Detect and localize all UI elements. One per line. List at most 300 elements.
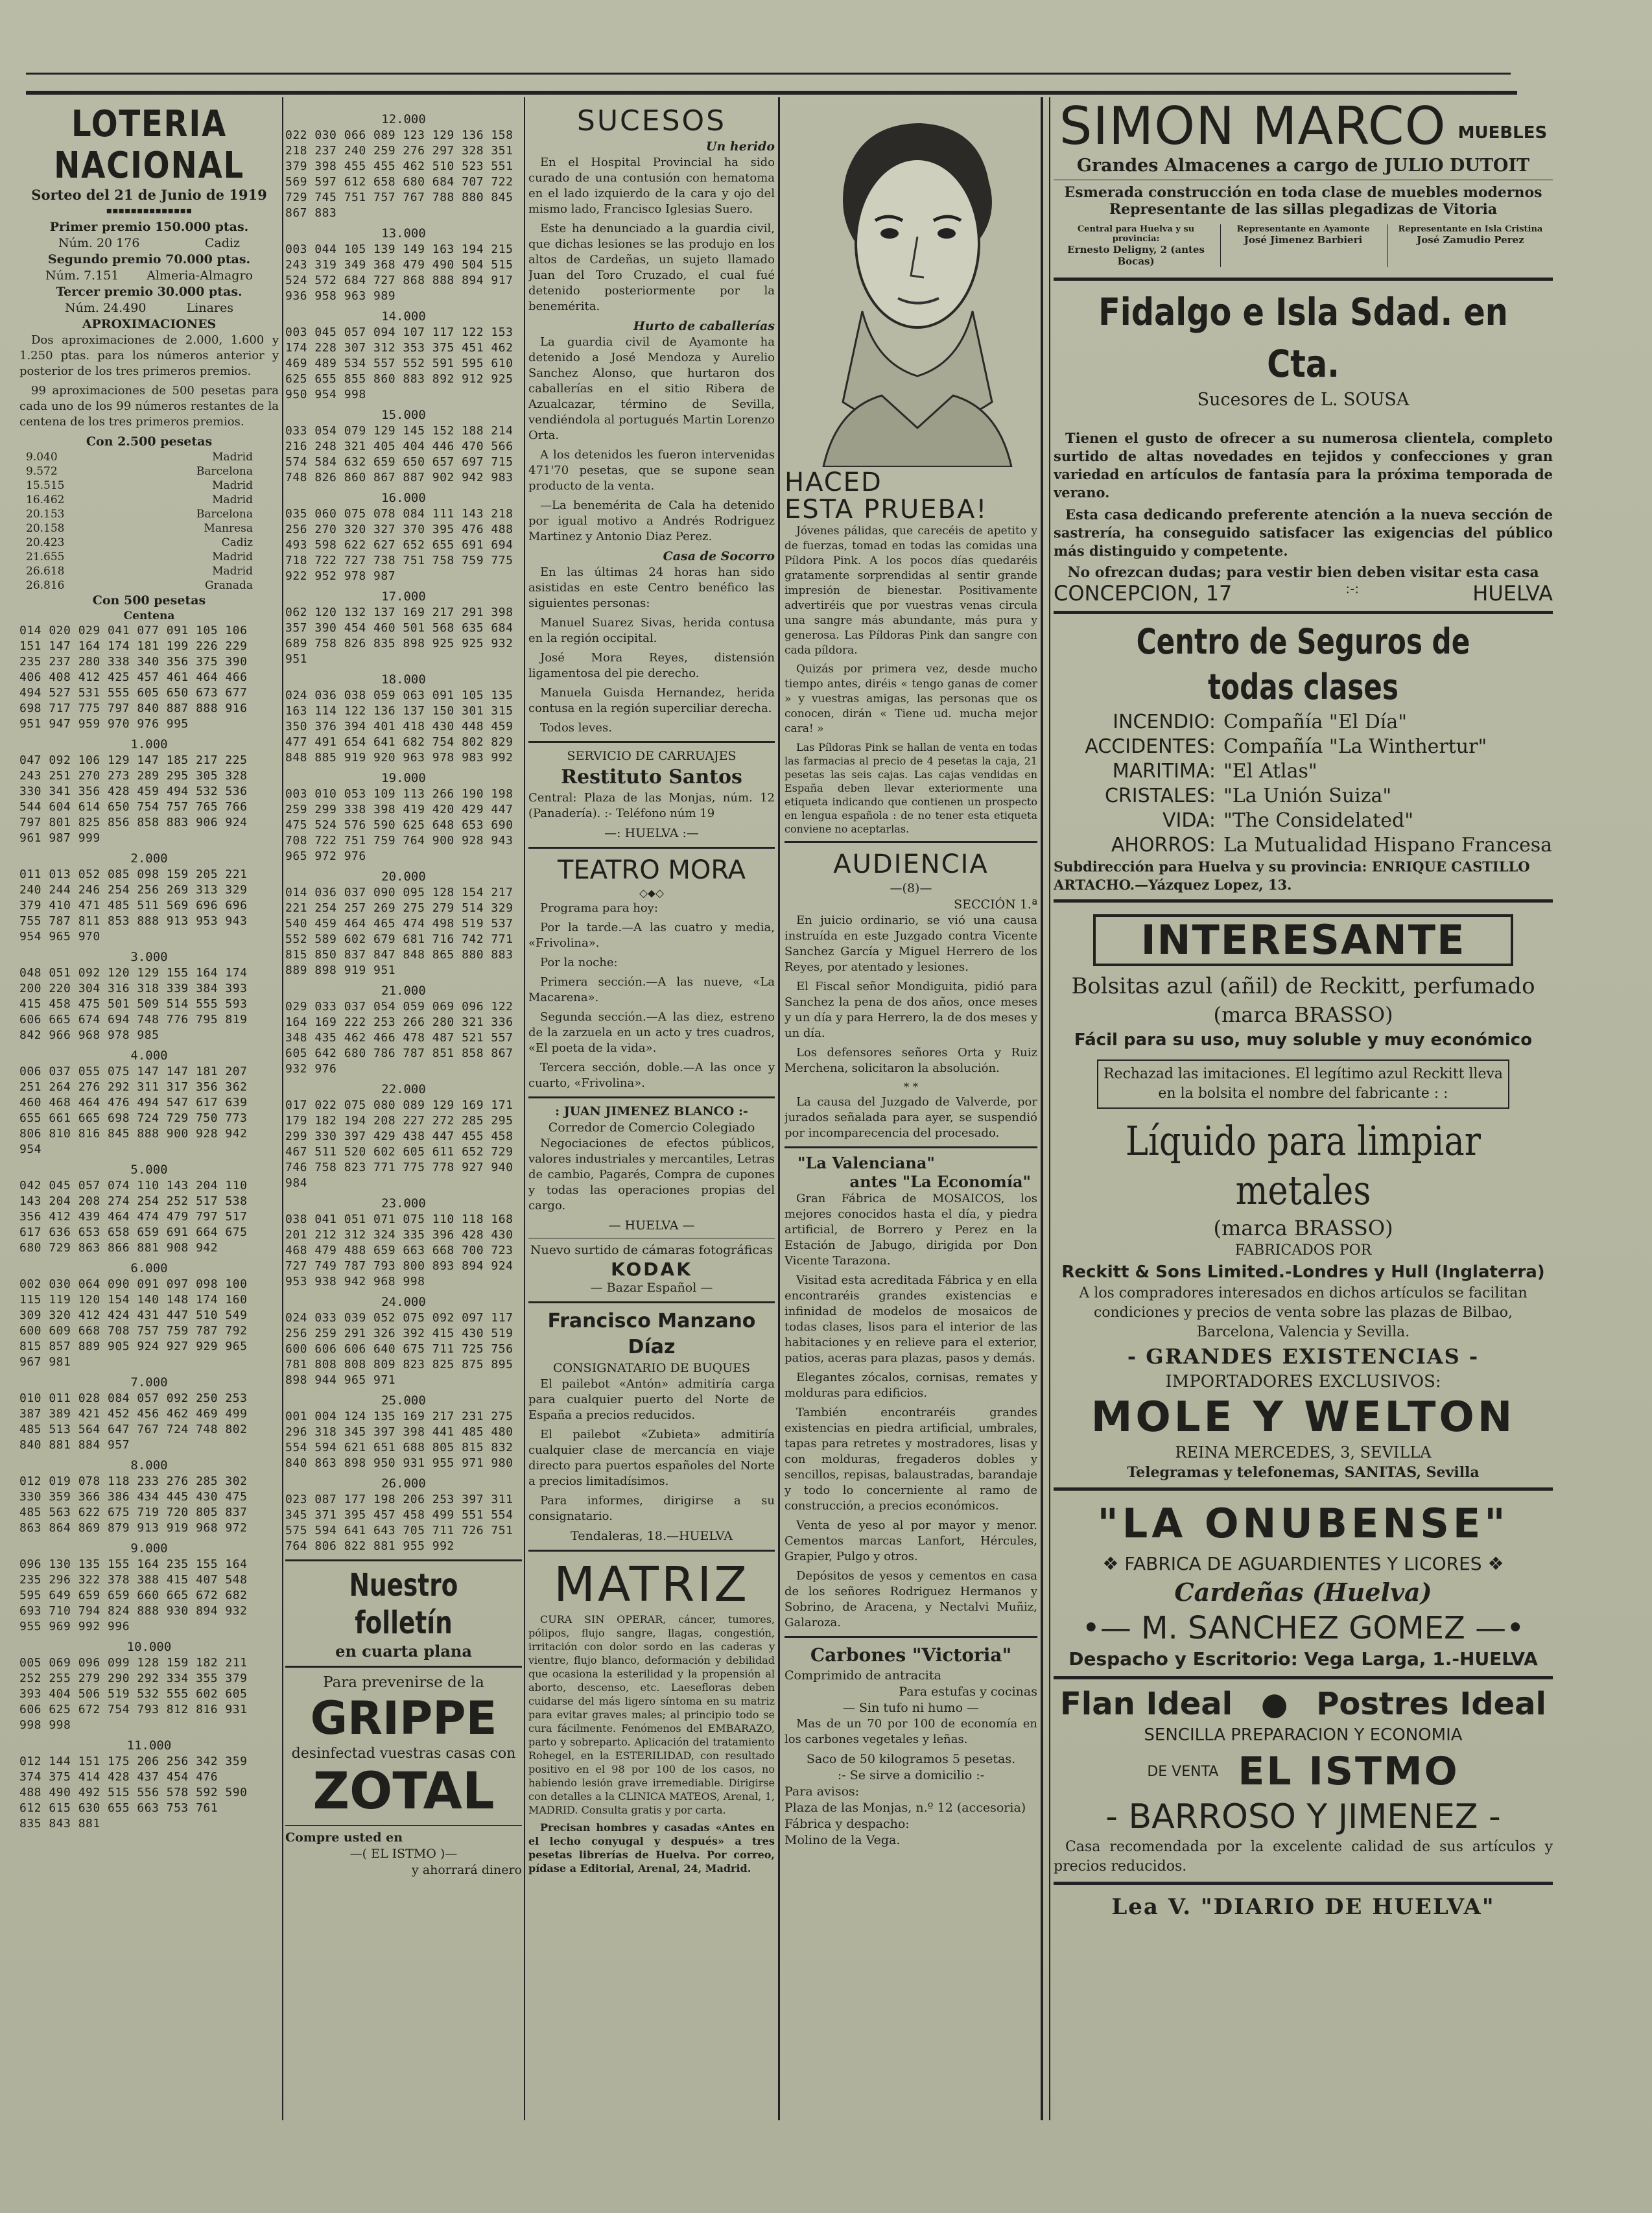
paragraph: Por la noche: [540, 956, 618, 969]
number-row: 953 938 942 968 998 [285, 1275, 425, 1288]
block-heading: 7.000 [130, 1375, 168, 1390]
number-row: 922 952 978 987 [285, 569, 396, 583]
winner-number: 9.040 [26, 451, 58, 464]
simon-marco-header [1054, 97, 1553, 156]
paragraph: Programa para hoy: [540, 901, 658, 915]
number-row: 330 359 366 386 434 445 430 475 [19, 1490, 248, 1504]
number-row: 216 248 321 405 404 446 470 566 [285, 440, 513, 453]
divider [528, 741, 775, 743]
number-row: 569 597 612 658 680 684 707 722 [285, 175, 513, 189]
matriz-body: CURA SIN OPERAR, cáncer, tumores, pólipos, flujo sangre, llagas, congestión, irritación con dolor sordo en las caderas y vientre, flujo blanco, deformación y debilidad que ocasiona la esterilidad y la propensión al aborto, descenso, etc. Laesefloras deben cuidarse del más ligero síntoma en su matriz para evitar graves males; al principio todo se cura fácilmente. Fenómenos del EMBARAZO, parto y sobreparto. Aplicación del tratamiento Rohegel, en la ESTERILIDAD, con resultado positivo en el 98 por 100 de los casos, no habiendo lesión grave irremediable. Dirigirse con detalles a la CLINICA MATEOS, Arenal, 1, MADRID. Consulta gratis y por carta. [528, 1613, 775, 1816]
block-heading: 10.000 [126, 1640, 172, 1654]
block-heading: 12.000 [381, 112, 426, 126]
winner-city: Granada [205, 579, 253, 592]
divider [528, 1096, 775, 1098]
paragraph: En el Hospital Provincial ha sido curado de una contusión con hematoma en el lado izquierdo de la cara y ojo del mismo lado, Francisco Iglesias Suero. [528, 156, 775, 216]
number-row: 017 022 075 080 089 129 169 171 [285, 1098, 513, 1112]
divider [285, 1825, 522, 1826]
divider [528, 1301, 775, 1303]
simon-line: Representante de las sillas plegadizas de Vitoria [1109, 201, 1498, 218]
onubense-line: Despacho y Escritorio: Vega Larga, 1.-HUELVA [1068, 1648, 1538, 1670]
number-row: 967 981 [19, 1355, 71, 1369]
winner-number: 21.655 [26, 550, 65, 563]
seguros-title: Centro de Seguros de todas clases [1136, 621, 1470, 707]
paragraph: José Mora Reyes, distensión ligamentosa del pie derecho. [528, 651, 775, 680]
rep-label: Representante en Ayamonte [1236, 224, 1370, 234]
carbones-line: Fábrica y despacho: [785, 1817, 910, 1831]
divider [1054, 1676, 1553, 1679]
simon-rep [1387, 224, 1553, 267]
winner-row [19, 550, 279, 564]
block-heading: 2.000 [130, 851, 168, 866]
number-row: 755 787 811 853 888 913 953 943 [19, 914, 248, 928]
winner-row [19, 521, 279, 536]
with-2500: Con 2.500 pesetas [86, 434, 213, 449]
teatro-title: TEATRO MORA [558, 855, 746, 885]
paragraph: Tercera sección, doble.—A las once y cuarto, «Frivolina». [528, 1061, 775, 1090]
reckitt-line: Reckitt & Sons Limited.-Londres y Hull (Inglaterra) [1061, 1262, 1545, 1282]
winner-row [19, 479, 279, 493]
seguro-company: La Mutualidad Hispano Francesa [1223, 834, 1553, 857]
number-row: 350 376 394 401 418 430 448 459 [285, 720, 513, 733]
number-row: 815 850 837 847 848 865 880 883 [285, 948, 513, 962]
winner-row [19, 564, 279, 578]
reckitt-line: Bolsitas azul (añil) de Reckitt, perfumado [1071, 973, 1535, 999]
zotal-grippe: GRIPPE [310, 1692, 497, 1745]
number-row: 898 944 965 971 [285, 1373, 396, 1387]
pink-headline-1: HACED [785, 467, 882, 497]
seguro-row [1080, 710, 1553, 735]
pink-paragraph: Jóvenes pálidas, que carecéis de apetito y de fuerzas, tomad en todas las comidas una Píldora Pink. A los pocos días quedaréis gratamente sorprendidas al sentir grande impresión de bienestar. Positivamente advertiréis que por vuestras venas circula una sangre más abundante, más pura y generosa. Las Píldoras Pink dan sangre con cada píldora. [785, 525, 1037, 657]
number-row: 406 408 412 425 457 461 464 466 [19, 670, 248, 684]
heading: Casa de Socorro [663, 549, 775, 563]
number-row: 698 717 775 797 840 887 888 916 [19, 702, 248, 715]
prize-1-city: Cadiz [204, 236, 240, 250]
seguro-row [1080, 784, 1553, 809]
carbones-line: :- Se sirve a domicilio :- [837, 1768, 985, 1782]
onubense-line-1: ❖ FABRICA DE AGUARDIENTES Y LICORES ❖ [1102, 1553, 1504, 1574]
winner-city: Madrid [212, 479, 253, 492]
column-rule [1049, 97, 1050, 2120]
flan-line: Casa recomendada por la excelente calidad de sus artículos y precios reducidos. [1054, 1839, 1553, 1875]
winner-row [19, 493, 279, 507]
block-heading: 18.000 [381, 672, 426, 687]
number-row: 251 264 276 292 311 317 356 362 [19, 1080, 248, 1094]
block-heading: 20.000 [381, 870, 426, 884]
number-row: 221 254 257 269 275 279 514 329 [285, 901, 513, 915]
number-row: 617 636 653 658 659 691 664 675 [19, 1225, 248, 1239]
number-row: 235 237 280 338 340 356 375 390 [19, 655, 248, 669]
divider [785, 1146, 1037, 1148]
block-heading: 24.000 [381, 1295, 426, 1309]
number-row: 655 661 665 698 724 729 750 773 [19, 1111, 248, 1125]
carbones-line: Para avisos: [785, 1784, 860, 1799]
number-row: 955 969 992 996 [19, 1620, 130, 1633]
column-rule [1041, 97, 1043, 2120]
number-row: 022 030 066 089 123 129 136 158 [285, 128, 513, 142]
seguro-row [1080, 735, 1553, 759]
el-istmo: EL ISTMO [1238, 1749, 1459, 1794]
number-row: 693 710 794 824 888 930 894 932 [19, 1604, 248, 1618]
block-heading: 8.000 [130, 1458, 168, 1473]
number-row: 806 810 816 845 888 900 928 942 [19, 1127, 248, 1141]
prize-1-number: Núm. 20 176 [58, 236, 140, 250]
rep-label: Central para Huelva y su provincia: [1077, 224, 1195, 244]
paragraph: Depósitos de yesos y cementos en casa de los señores Rodriguez Hermanos y Sobrino, de Aracena, y Nectalvi Muñiz, Galaroza. [785, 1569, 1037, 1629]
block-heading: 15.000 [381, 408, 426, 422]
block-heading: 3.000 [130, 950, 168, 964]
number-row: 460 468 464 476 494 547 617 639 [19, 1096, 248, 1109]
kodak-brand: KODAK [611, 1259, 692, 1280]
number-row: 029 033 037 054 059 069 096 122 [285, 1000, 513, 1013]
winner-number: 20.153 [26, 508, 65, 521]
fidalgo-street: CONCEPCION, 17 [1054, 581, 1233, 606]
number-row: 003 045 057 094 107 117 122 153 [285, 325, 513, 339]
number-row: 174 228 307 312 353 375 451 462 [285, 341, 513, 355]
ads-column [1054, 97, 1553, 1924]
jimenez-city: — HUELVA — [608, 1218, 695, 1233]
top-rule [26, 73, 1511, 75]
winner-city: Madrid [212, 565, 253, 578]
number-row: 954 [19, 1142, 42, 1156]
number-row: 415 458 475 501 509 514 555 593 [19, 997, 248, 1011]
number-row: 062 120 132 137 169 217 291 398 [285, 606, 513, 619]
number-row: 356 412 439 464 474 479 797 517 [19, 1210, 248, 1224]
fidalgo-address [1054, 581, 1553, 606]
rep-value: Ernesto Deligny, 2 (antes Bocas) [1067, 244, 1205, 267]
manzano-line: CONSIGNATARIO DE BUQUES [552, 1361, 751, 1375]
number-row: 600 606 606 640 675 711 725 756 [285, 1342, 513, 1356]
valenciana-subtitle: antes "La Economía" [849, 1172, 1031, 1191]
winner-row [19, 464, 279, 479]
seguro-type: AHORROS: [1111, 834, 1216, 857]
carruajes-city: —: HUELVA :— [604, 826, 699, 840]
number-row: 574 584 632 659 650 657 697 715 [285, 455, 513, 469]
number-row: 387 389 421 452 456 462 469 499 [19, 1407, 248, 1421]
seguros-list [1054, 710, 1553, 858]
block-heading: 9.000 [130, 1541, 168, 1556]
number-row: 309 320 412 424 431 447 510 549 [19, 1308, 248, 1322]
jimenez-name: : JUAN JIMENEZ BLANCO :- [555, 1104, 748, 1118]
number-row: 243 251 270 273 289 295 305 328 [19, 769, 248, 783]
prize-3-city: Linares [186, 301, 233, 315]
column-rule [524, 97, 525, 2120]
separator: ▪▪▪▪▪▪▪▪▪▪▪▪▪▪ [106, 206, 193, 216]
sucesos-column [528, 104, 775, 1879]
number-row: 477 491 654 641 682 754 802 829 [285, 735, 513, 749]
carbones-line: Para estufas y cocinas [899, 1685, 1037, 1699]
number-row: 848 885 919 920 963 978 983 992 [285, 751, 513, 764]
number-row: 259 299 338 398 419 420 429 447 [285, 803, 513, 816]
prize-2-number: Núm. 7.151 [45, 268, 119, 283]
number-row: 606 665 674 694 748 776 795 819 [19, 1013, 248, 1026]
paragraph: Este ha denunciado a la guardia civil, que dichas lesiones se las produjo en los altos de Cardeñas, un sujeto llamado Juan del Toro Cruzado, el cual fué detenido posteriormente por la benemérita. [528, 222, 775, 313]
number-row: 689 758 826 835 898 925 925 932 [285, 637, 513, 650]
paragraph: La guardia civil de Ayamonte ha detenido a José Mendoza y Aurelio Sanchez Alonso, que hurtaron dos caballerías en el sitio Ribera de Azualcazar, término de Sevilla, vendiéndola al portugués Martin Lorenzo Orta. [528, 335, 775, 442]
audiencia-number: —(8)— [890, 881, 932, 895]
paragraph: Elegantes zócalos, cornisas, remates y molduras para edificios. [785, 1371, 1037, 1400]
divider [285, 1666, 522, 1668]
audiencia-section: SECCIÓN 1.ª [954, 897, 1037, 912]
divider [785, 1636, 1037, 1638]
paragraph: —La benemérita de Cala ha detenido por igual motivo a Andrés Rodriguez Martinez y Antonio Diaz Perez. [528, 499, 775, 543]
number-row: 540 459 464 465 474 498 519 537 [285, 917, 513, 930]
matriz-title: MATRIZ [554, 1557, 749, 1613]
number-row: 252 255 279 290 292 334 355 379 [19, 1672, 248, 1685]
number-row: 867 883 [285, 206, 337, 220]
paragraph: Segunda sección.—A las diez, estreno de la zarzuela en un acto y tres cuadros, «El poeta de la vida». [528, 1010, 775, 1055]
number-row: 002 030 064 090 091 097 098 100 [19, 1277, 248, 1291]
carbones-line: — Sin tufo ni humo — [842, 1701, 980, 1715]
diario-footer: Lea V. "DIARIO DE HUELVA" [1111, 1894, 1495, 1920]
seguro-company: "The Considelated" [1223, 809, 1413, 832]
number-row: 680 729 863 866 881 908 942 [19, 1241, 218, 1255]
block-heading: 21.000 [381, 984, 426, 998]
number-row: 042 045 057 074 110 143 204 110 [19, 1179, 248, 1192]
number-row: 781 808 808 809 823 825 875 895 [285, 1358, 513, 1371]
number-row: 235 296 322 378 388 415 407 548 [19, 1573, 248, 1587]
winner-city: Madrid [212, 493, 253, 506]
simon-line: Grandes Almacenes a cargo de JULIO DUTOIT [1076, 156, 1530, 176]
reckitt-line: Rechazad las imitaciones. El legítimo azul Reckitt lleva en la bolsita el nombre del fabricante : : [1103, 1066, 1504, 1102]
block-heading: 13.000 [381, 226, 426, 241]
interesante-box [1093, 914, 1513, 966]
divider [1054, 899, 1553, 903]
number-row: 393 404 506 519 532 555 602 605 [19, 1687, 248, 1701]
zotal-line-5: Compre usted en [285, 1830, 403, 1845]
number-row: 379 398 455 455 462 510 523 551 [285, 160, 513, 173]
number-row: 485 513 564 647 767 724 748 802 [19, 1423, 248, 1436]
number-row: 612 615 630 655 663 753 761 [19, 1801, 218, 1815]
number-row: 984 [285, 1176, 308, 1190]
carbones-line: Molino de la Vega. [785, 1833, 901, 1847]
number-row: 379 410 471 485 511 569 696 696 [19, 899, 248, 912]
block-heading: 1.000 [130, 737, 168, 751]
divider [1054, 278, 1553, 281]
prize-3-number: Núm. 24.490 [65, 301, 147, 315]
number-row: 003 010 053 109 113 266 190 198 [285, 787, 513, 801]
simon-rep [1054, 224, 1218, 267]
number-row: 010 011 028 084 057 092 250 253 [19, 1391, 248, 1405]
number-row: 296 318 345 397 398 441 485 480 [285, 1425, 513, 1439]
number-row: 001 004 124 135 169 217 231 275 [285, 1410, 513, 1423]
number-row: 606 625 672 754 793 812 816 931 [19, 1703, 248, 1716]
approx-text-1: Dos aproximaciones de 2.000, 1.600 y 1.250 ptas. para los números anterior y posterior de los tres primeros premios. [19, 333, 279, 378]
winner-number: 16.462 [26, 493, 65, 506]
interesante-title: INTERESANTE [1140, 916, 1466, 964]
simon-rep [1220, 224, 1386, 267]
winner-row [19, 450, 279, 464]
with-500: Con 500 pesetas [92, 593, 206, 608]
number-row: 115 119 120 154 140 148 174 160 [19, 1293, 248, 1307]
rep-value: José Zamudio Perez [1417, 234, 1524, 246]
number-row: 218 237 240 259 276 297 328 351 [285, 144, 513, 158]
seguro-type: ACCIDENTES: [1085, 735, 1216, 758]
zotal-brand: ZOTAL [313, 1762, 495, 1821]
number-row: 936 958 963 989 [285, 289, 396, 303]
number-row: 475 524 576 590 625 648 653 690 [285, 818, 513, 832]
paragraph: Gran Fábrica de MOSAICOS, los mejores conocidos hasta el día, y piedra artificial, de Borrero y Perez en la Estación de Jabugo, dirigida por Don Vicente Tarazona. [785, 1192, 1037, 1268]
reckitt-line: IMPORTADORES EXCLUSIVOS: [1165, 1372, 1441, 1391]
carruajes-name: Restituto Santos [561, 766, 742, 788]
jimenez-line: Negociaciones de efectos públicos, valores industriales y mercantiles, Letras de cambio, Pagarés, Compra de cupones y todas las operaciones propias del cargo. [528, 1137, 775, 1213]
number-row: 024 036 038 059 063 091 105 135 [285, 689, 513, 702]
number-row: 729 745 751 757 767 788 880 845 [285, 191, 513, 204]
heading: Un herido [705, 139, 775, 154]
number-row: 840 881 884 957 [19, 1438, 130, 1452]
pink-paragraph: Quizás por primera vez, desde mucho tiempo antes, diréis « tengo ganas de comer » y vuestras amigas, las personas que os conocen, dirán « Tiene ud. mucha mejor cara! » [785, 663, 1037, 735]
number-row: 950 954 998 [285, 388, 366, 401]
reckitt-line: Telegramas y telefonemas, SANITAS, Sevilla [1127, 1464, 1480, 1481]
number-row: 299 330 397 429 438 447 455 458 [285, 1130, 513, 1143]
separator: :-: [1345, 581, 1360, 597]
reckitt-line: FABRICADOS POR [1234, 1242, 1372, 1259]
number-row: 256 270 320 327 370 395 476 488 [285, 523, 513, 536]
number-row: 038 041 051 071 075 110 118 168 [285, 1213, 513, 1226]
pink-headline-2: ESTA PRUEBA! [785, 495, 988, 525]
zotal-line-7: y ahorrará dinero [412, 1863, 522, 1877]
de-venta: DE VENTA [1147, 1763, 1219, 1780]
carbones-line: Mas de un 70 por 100 de economía en los carbones vegetales y leñas. [785, 1717, 1037, 1746]
carbones-line: Comprimido de antracita [785, 1668, 941, 1683]
number-row: 595 649 659 659 660 665 672 682 [19, 1589, 248, 1602]
number-row: 374 375 414 428 437 454 476 [19, 1770, 218, 1784]
centena-head: Centena [123, 609, 175, 622]
manzano-line: El pailebot «Antón» admitiría carga para cualquier puerto del Norte de España a precios reducidos. [528, 1377, 775, 1422]
number-row: 357 390 454 460 501 568 635 684 [285, 621, 513, 635]
reckitt-line: - GRANDES EXISTENCIAS - [1127, 1344, 1480, 1369]
fidalgo-text: No ofrezcan dudas; para vestir bien deben visitar esta casa [1067, 564, 1539, 581]
top-double-rule [26, 91, 1517, 95]
seguro-row [1080, 809, 1553, 833]
number-row: 552 589 602 679 681 716 742 771 [285, 932, 513, 946]
seguro-type: CRISTALES: [1104, 785, 1216, 807]
lottery-title: LOTERIA NACIONAL [54, 104, 244, 187]
prize-2-detail [19, 268, 279, 284]
block-heading: 14.000 [381, 309, 426, 324]
simon-title: SIMON MARCO [1059, 97, 1446, 156]
prize-2: Segundo premio 70.000 ptas. [47, 252, 251, 266]
fidalgo-city: HUELVA [1472, 581, 1553, 606]
reckitt-line: REINA MERCEDES, 3, SEVILLA [1175, 1443, 1432, 1462]
number-row: 797 801 825 856 858 883 906 924 [19, 816, 248, 829]
number-blocks-1 [19, 623, 279, 1832]
winner-city: Cadiz [221, 536, 253, 549]
ornament: ◇⬥◇ [639, 887, 665, 900]
carbones-line: Saco de 50 kilogramos 5 pesetas. [806, 1752, 1016, 1766]
onubense-line: Cardeñas (Huelva) [1174, 1578, 1432, 1607]
number-row: 764 806 822 881 955 992 [285, 1539, 454, 1553]
paragraph: Primera sección.—A las nueve, «La Macarena». [528, 975, 775, 1004]
rep-value: José Jimenez Barbieri [1244, 234, 1363, 246]
winner-city: Barcelona [196, 465, 253, 478]
flan-row [1054, 1685, 1553, 1723]
number-row: 023 087 177 198 206 253 397 311 [285, 1493, 513, 1506]
winner-number: 20.158 [26, 522, 65, 535]
number-row: 035 060 075 078 084 111 143 218 [285, 507, 513, 521]
reckitt-line: (marca BRASSO) [1213, 1002, 1393, 1027]
number-row: 012 144 151 175 206 256 342 359 [19, 1755, 248, 1768]
winner-number: 26.816 [26, 579, 65, 592]
pink-column [785, 104, 1037, 1849]
block-heading: 25.000 [381, 1393, 426, 1408]
column-rule [282, 97, 283, 2120]
pink-paragraph: Las Píldoras Pink se hallan de venta en todas las farmacias al precio de 4 pesetas la caja, 21 pesetas las seis cajas. Las cajas vendidas en España deben llevar exteriormente una etiqueta indicando que contienen un prospecto en lengua española : de no tener esta etiqueta conviene no aceptarlas. [785, 741, 1037, 835]
number-row: 718 722 727 738 751 758 759 775 [285, 554, 513, 567]
block-heading: 11.000 [126, 1738, 172, 1753]
fidalgo-sub: Sucesores de L. SOUSA [1197, 390, 1410, 410]
divider [785, 841, 1037, 843]
number-row: 727 749 787 793 800 893 894 924 [285, 1259, 513, 1273]
bullet-icon: ● [1260, 1686, 1288, 1722]
block-heading: 16.000 [381, 491, 426, 505]
paragraph: Venta de yeso al por mayor y menor. Cementos marcas Lanfort, Hércules, Grapier, Pulgo y otros. [785, 1519, 1037, 1563]
fidalgo-text: Tienen el gusto de ofrecer a su numerosa clientela, completo surtido de altas novedades en tejidos y confecciones y gran variedad en artículos de fantasía para la próxima temporada de verano. [1054, 430, 1553, 501]
winner-number: 26.618 [26, 565, 65, 578]
block-heading: 17.000 [381, 589, 426, 604]
prize-1: Primer premio 150.000 ptas. [49, 220, 249, 234]
divider [285, 1559, 522, 1561]
winner-row [19, 578, 279, 593]
winner-row [19, 507, 279, 521]
number-row: 014 020 029 041 077 091 105 106 [19, 624, 248, 637]
column-rule [778, 97, 780, 2120]
imitations-box [1097, 1059, 1509, 1109]
paragraph: Manuel Suarez Sivas, herida contusa en la región occipital. [528, 616, 775, 645]
number-row: 469 489 534 557 552 591 595 610 [285, 357, 513, 370]
winner-city: Madrid [212, 451, 253, 464]
kodak-line: Nuevo surtido de cámaras fotográficas [530, 1243, 773, 1257]
number-row: 835 843 881 [19, 1817, 100, 1830]
winner-city: Manresa [204, 522, 253, 535]
postres-ideal: Postres Ideal [1316, 1686, 1546, 1722]
zotal-line-1: Para prevenirse de la [323, 1674, 484, 1691]
winner-number: 20.423 [26, 536, 65, 549]
ornament: * * [903, 1081, 919, 1094]
onubense-title: "LA ONUBENSE" [1097, 1500, 1509, 1547]
fidalgo-text: Esta casa dedicando preferente atención a la nueva sección de sastrería, ha conseguido satisfacer las exigencias del público más distinguido y competente. [1054, 506, 1553, 559]
block-heading: 4.000 [130, 1048, 168, 1063]
number-row: 048 051 092 120 129 155 164 174 [19, 966, 248, 980]
winner-number: 15.515 [26, 479, 65, 492]
number-row: 494 527 531 555 605 650 673 677 [19, 686, 248, 700]
winner-city: Madrid [212, 550, 253, 563]
number-row: 600 609 668 708 757 759 787 792 [19, 1324, 248, 1338]
seguro-type: INCENDIO: [1113, 711, 1216, 733]
number-row: 951 947 959 970 976 995 [19, 717, 189, 731]
manzano-line: El pailebot «Zubieta» admitiría cualquier clase de mercancía en viaje directo para puertos españoles del Norte a precios limitadísimos. [528, 1428, 775, 1488]
manzano-address: Tendaleras, 18.—HUELVA [571, 1529, 733, 1543]
number-row: 932 976 [285, 1062, 337, 1076]
flan-line: SENCILLA PREPARACION Y ECONOMIA [1144, 1725, 1463, 1745]
winners-list [19, 450, 279, 593]
seguros-foot: Subdirección para Huelva y su provincia: ENRIQUE CASTILLO ARTACHO.—Yázquez Lopez, 13. [1054, 858, 1530, 893]
paragraph: Los defensores señores Orta y Ruiz Merchena, solicitaron la absolución. [785, 1046, 1037, 1075]
paragraph: En juicio ordinario, se vió una causa instruída en este Juzgado contra Vicente Sanchez García y Miguel Herrero de los Reyes, por atentado y lesiones. [785, 914, 1037, 974]
number-row: 003 044 105 139 149 163 194 215 [285, 243, 513, 256]
number-row: 012 019 078 118 233 276 285 302 [19, 1474, 248, 1488]
number-row: 151 147 164 174 181 199 226 229 [19, 639, 248, 653]
onubense-text: M. SANCHEZ GOMEZ [1141, 1610, 1465, 1646]
prize-3-detail [19, 300, 279, 316]
paragraph: A los detenidos les fueron intervenidas 471'70 pesetas, que se supone sean producto de la venta. [528, 448, 775, 493]
onubense-text: FABRICA DE AGUARDIENTES Y LICORES [1124, 1553, 1482, 1574]
paragraph: La causa del Juzgado de Valverde, por jurados señalada para ayer, se suspendió por incomparecencia del procesado. [785, 1095, 1037, 1140]
lottery-column [19, 104, 279, 1832]
number-row: 889 898 919 951 [285, 964, 396, 977]
paragraph: Visitad esta acreditada Fábrica y en ella encontraréis grandes existencias e infinidad de modelos de mosaicos de todas clases, lisos para el interior de las habitaciones y en relieve para el exterior, patios, aceras para plazas, pasos y demás. [785, 1273, 1037, 1365]
number-row: 201 212 312 324 335 396 428 430 [285, 1228, 513, 1242]
